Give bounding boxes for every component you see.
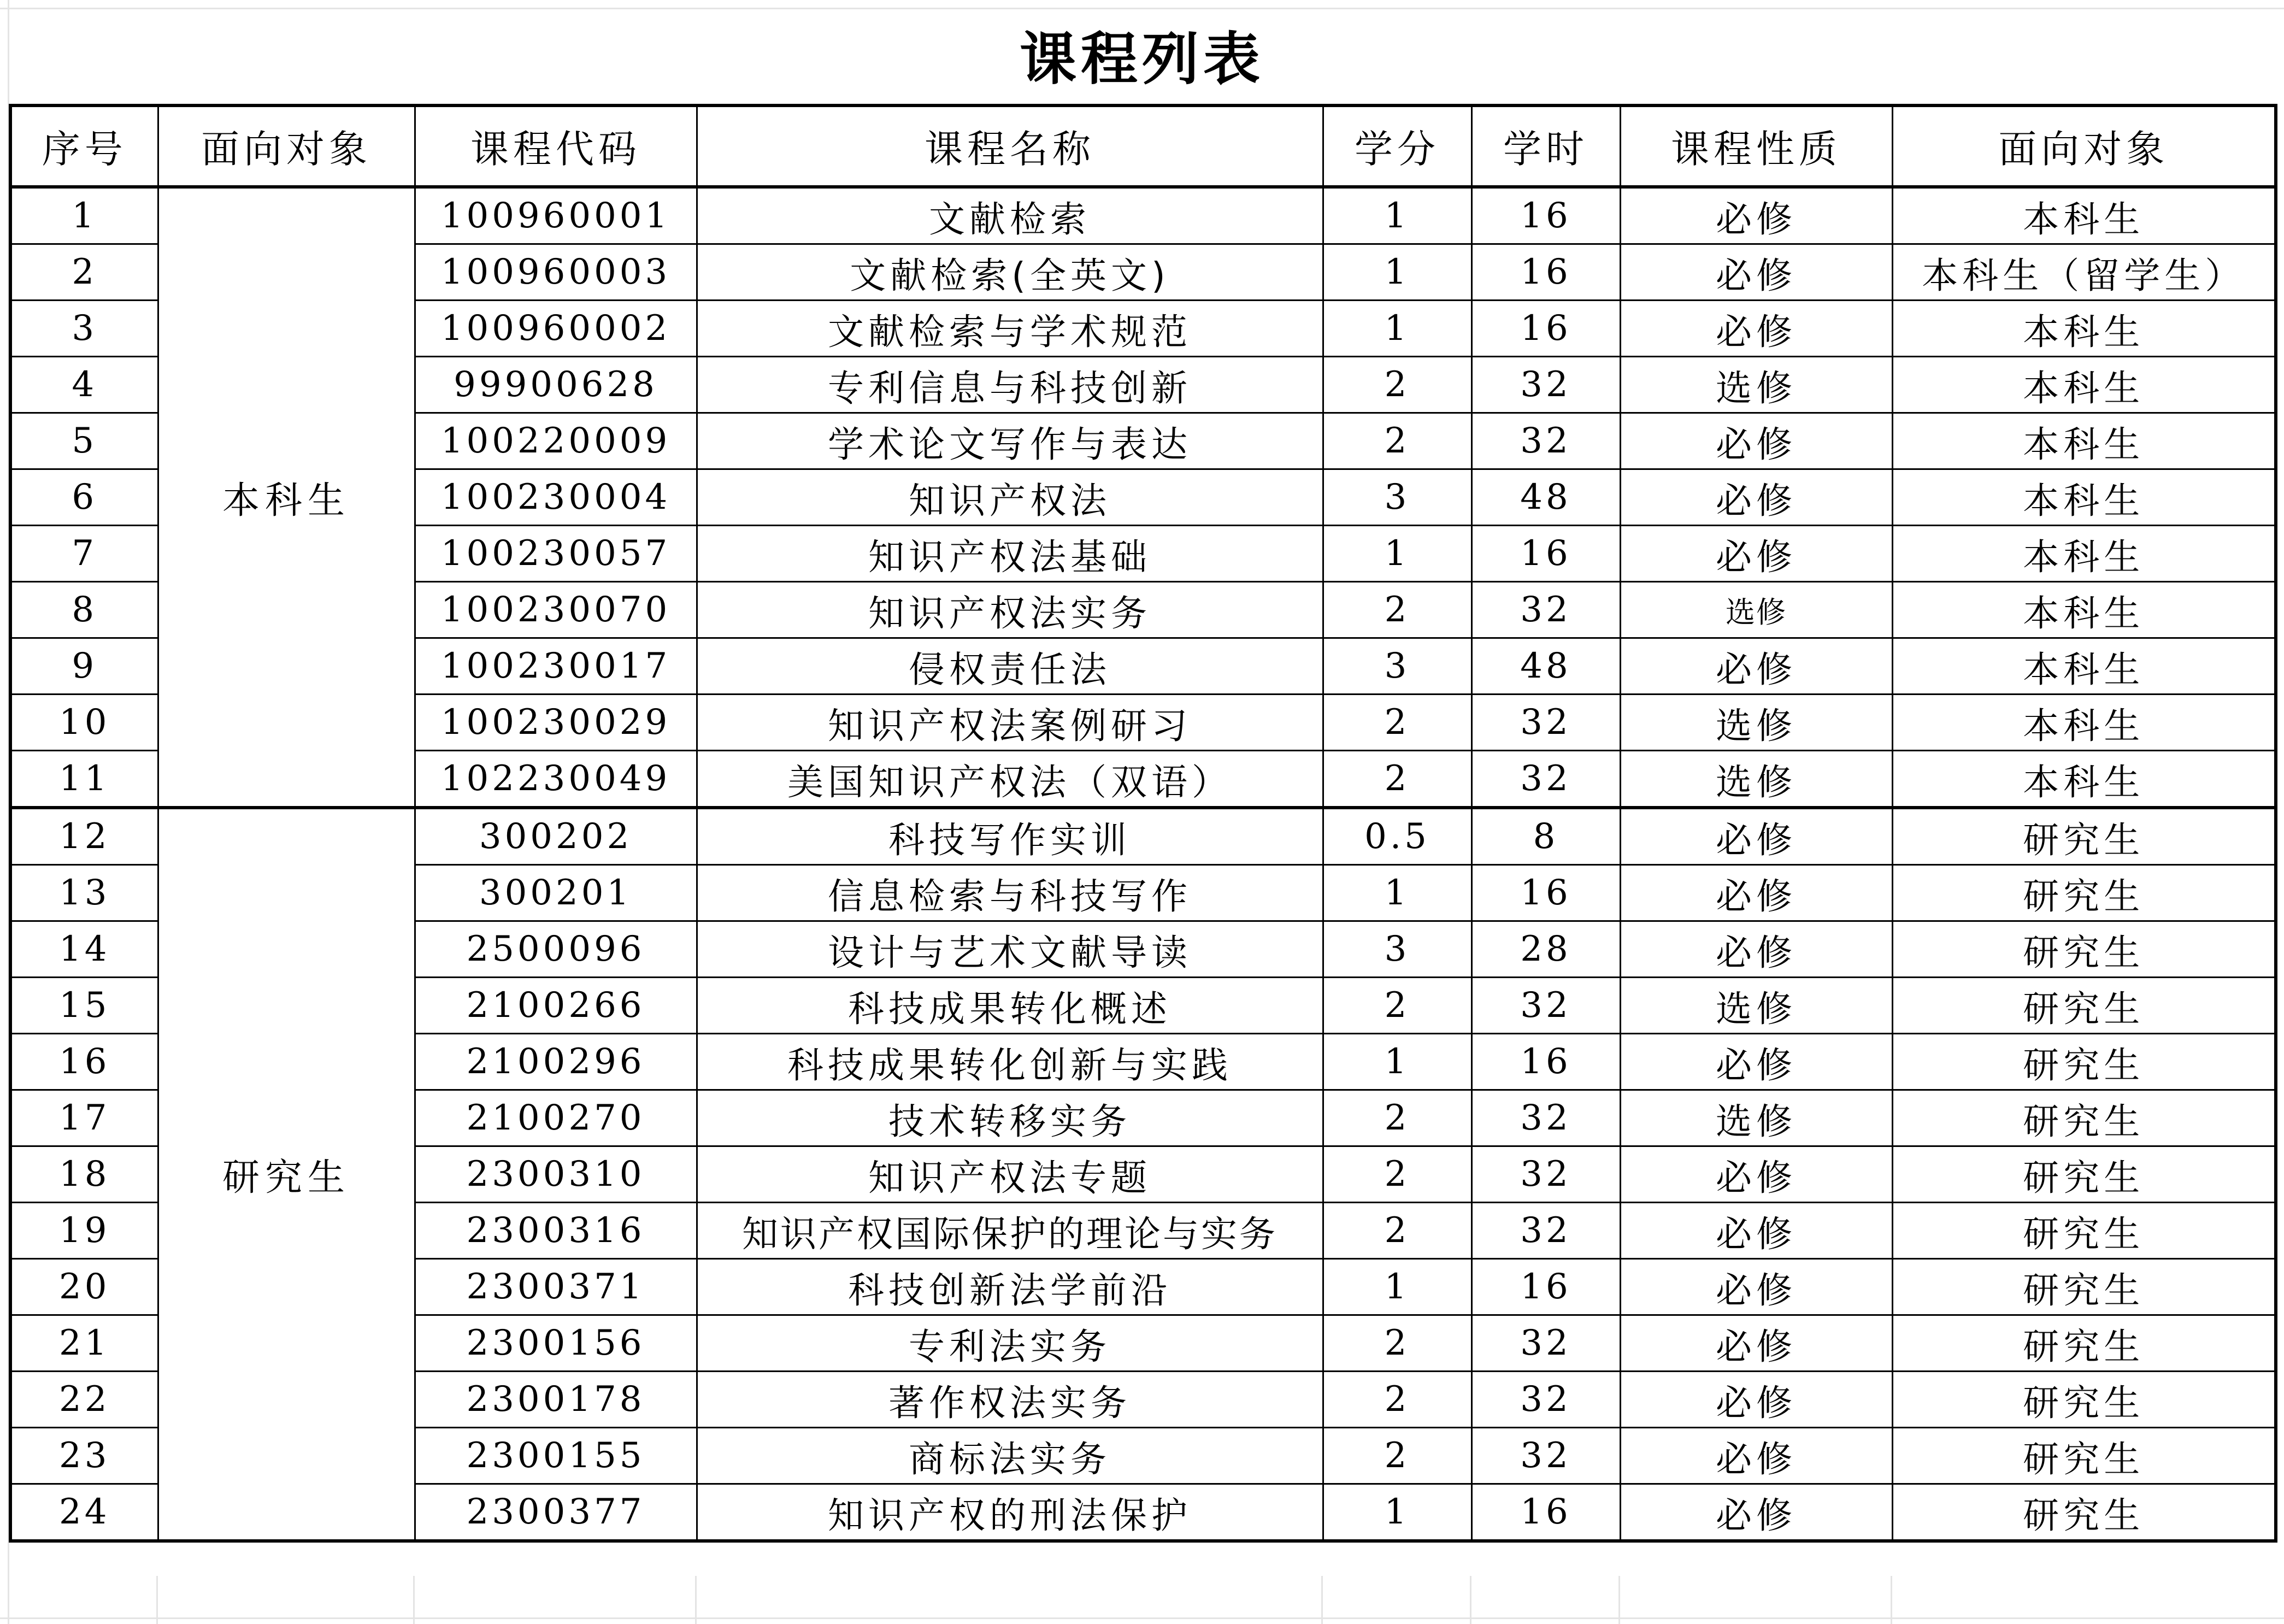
cell-audience: 研究生	[1892, 1034, 2276, 1090]
cell-hours: 32	[1471, 695, 1620, 751]
cell-name: 科技写作实训	[697, 808, 1323, 865]
cell-credit: 1	[1323, 865, 1471, 921]
cell-code: 2300316	[415, 1203, 697, 1259]
cell-hours: 32	[1471, 1428, 1620, 1484]
cell-code: 100230017	[415, 638, 697, 695]
cell-nature: 必修	[1620, 1315, 1892, 1372]
cell-code: 2300377	[415, 1484, 697, 1541]
cell-no: 22	[10, 1372, 158, 1428]
table-row	[10, 808, 2276, 865]
cell-code: 100220009	[415, 413, 697, 469]
cell-name: 知识产权国际保护的理论与实务	[697, 1203, 1323, 1259]
cell-name: 商标法实务	[697, 1428, 1323, 1484]
cell-nature: 必修	[1620, 1484, 1892, 1541]
header-no: 序号	[10, 105, 158, 187]
gridline-bottom	[0, 1617, 2284, 1619]
cell-code: 300201	[415, 865, 697, 921]
cell-code: 2100296	[415, 1034, 697, 1090]
cell-name: 知识产权的刑法保护	[697, 1484, 1323, 1541]
cell-name: 信息检索与科技写作	[697, 865, 1323, 921]
cell-credit: 2	[1323, 978, 1471, 1034]
cell-nature: 必修	[1620, 921, 1892, 978]
table-row	[10, 187, 2276, 244]
cell-hours: 32	[1471, 1315, 1620, 1372]
cell-hours: 28	[1471, 921, 1620, 978]
cell-no: 18	[10, 1146, 158, 1203]
cell-nature: 必修	[1620, 1034, 1892, 1090]
cell-name: 侵权责任法	[697, 638, 1323, 695]
cell-nature: 必修	[1620, 1146, 1892, 1203]
cell-hours: 48	[1471, 638, 1620, 695]
cell-no: 20	[10, 1259, 158, 1315]
gridline-column	[695, 1576, 697, 1624]
cell-no: 24	[10, 1484, 158, 1541]
cell-name: 美国知识产权法（双语）	[697, 751, 1323, 808]
cell-name: 知识产权法案例研习	[697, 695, 1323, 751]
cell-name: 知识产权法实务	[697, 582, 1323, 638]
cell-credit: 2	[1323, 695, 1471, 751]
cell-name: 科技创新法学前沿	[697, 1259, 1323, 1315]
header-target: 面向对象	[158, 105, 415, 187]
cell-nature: 选修	[1620, 357, 1892, 413]
cell-no: 9	[10, 638, 158, 695]
cell-nature: 选修	[1620, 695, 1892, 751]
gridline-column	[1470, 1576, 1471, 1624]
cell-audience: 研究生	[1892, 1372, 2276, 1428]
gridline-column	[413, 1576, 415, 1624]
cell-credit: 2	[1323, 357, 1471, 413]
cell-name: 设计与艺术文献导读	[697, 921, 1323, 978]
cell-audience: 研究生	[1892, 1428, 2276, 1484]
cell-nature: 必修	[1620, 301, 1892, 357]
cell-audience: 本科生	[1892, 413, 2276, 469]
cell-no: 17	[10, 1090, 158, 1146]
cell-hours: 32	[1471, 413, 1620, 469]
cell-credit: 2	[1323, 1146, 1471, 1203]
cell-no: 13	[10, 865, 158, 921]
cell-hours: 16	[1471, 1259, 1620, 1315]
cell-name: 技术转移实务	[697, 1090, 1323, 1146]
gridline-column	[1891, 1576, 1892, 1624]
cell-no: 11	[10, 751, 158, 808]
cell-no: 23	[10, 1428, 158, 1484]
cell-hours: 32	[1471, 1203, 1620, 1259]
cell-nature: 必修	[1620, 413, 1892, 469]
header-credit: 学分	[1323, 105, 1471, 187]
cell-audience: 研究生	[1892, 1090, 2276, 1146]
cell-nature: 必修	[1620, 469, 1892, 526]
cell-nature: 必修	[1620, 1372, 1892, 1428]
cell-nature: 必修	[1620, 244, 1892, 301]
cell-no: 12	[10, 808, 158, 865]
cell-code: 2300155	[415, 1428, 697, 1484]
cell-name: 知识产权法基础	[697, 526, 1323, 582]
cell-credit: 2	[1323, 413, 1471, 469]
group-undergrad: 本科生	[158, 187, 415, 808]
cell-credit: 2	[1323, 582, 1471, 638]
cell-audience: 研究生	[1892, 1203, 2276, 1259]
cell-code: 99900628	[415, 357, 697, 413]
header-nature: 课程性质	[1620, 105, 1892, 187]
cell-code: 2100270	[415, 1090, 697, 1146]
group-graduate: 研究生	[158, 808, 415, 1541]
cell-nature: 必修	[1620, 526, 1892, 582]
header-name: 课程名称	[697, 105, 1323, 187]
header-audience: 面向对象	[1892, 105, 2276, 187]
cell-no: 15	[10, 978, 158, 1034]
cell-credit: 2	[1323, 1428, 1471, 1484]
cell-credit: 1	[1323, 1034, 1471, 1090]
cell-no: 14	[10, 921, 158, 978]
cell-name: 科技成果转化概述	[697, 978, 1323, 1034]
cell-credit: 3	[1323, 638, 1471, 695]
cell-code: 300202	[415, 808, 697, 865]
cell-nature: 必修	[1620, 808, 1892, 865]
cell-no: 1	[10, 187, 158, 244]
cell-nature: 选修	[1620, 751, 1892, 808]
cell-nature: 必修	[1620, 1428, 1892, 1484]
cell-credit: 3	[1323, 921, 1471, 978]
cell-audience: 本科生	[1892, 751, 2276, 808]
cell-name: 专利法实务	[697, 1315, 1323, 1372]
cell-audience: 研究生	[1892, 1315, 2276, 1372]
cell-credit: 2	[1323, 1372, 1471, 1428]
table-header-row	[10, 105, 2276, 187]
cell-no: 21	[10, 1315, 158, 1372]
cell-hours: 32	[1471, 751, 1620, 808]
cell-credit: 1	[1323, 244, 1471, 301]
cell-name: 文献检索	[697, 187, 1323, 244]
cell-nature: 选修	[1620, 1090, 1892, 1146]
cell-code: 2300371	[415, 1259, 697, 1315]
cell-credit: 0.5	[1323, 808, 1471, 865]
cell-no: 2	[10, 244, 158, 301]
cell-no: 4	[10, 357, 158, 413]
cell-credit: 1	[1323, 1259, 1471, 1315]
cell-no: 3	[10, 301, 158, 357]
cell-audience: 本科生	[1892, 638, 2276, 695]
cell-nature: 选修	[1620, 582, 1892, 638]
cell-name: 文献检索与学术规范	[697, 301, 1323, 357]
cell-nature: 必修	[1620, 1203, 1892, 1259]
cell-name: 知识产权法	[697, 469, 1323, 526]
cell-nature: 必修	[1620, 638, 1892, 695]
cell-audience: 研究生	[1892, 978, 2276, 1034]
gridline-column	[1321, 1576, 1323, 1624]
header-hours: 学时	[1471, 105, 1620, 187]
cell-credit: 1	[1323, 187, 1471, 244]
cell-nature: 选修	[1620, 978, 1892, 1034]
cell-no: 7	[10, 526, 158, 582]
cell-hours: 32	[1471, 1090, 1620, 1146]
cell-nature: 必修	[1620, 1259, 1892, 1315]
cell-code: 100230004	[415, 469, 697, 526]
cell-no: 6	[10, 469, 158, 526]
cell-credit: 3	[1323, 469, 1471, 526]
cell-audience: 研究生	[1892, 921, 2276, 978]
cell-no: 16	[10, 1034, 158, 1090]
cell-code: 100960002	[415, 301, 697, 357]
cell-nature: 必修	[1620, 865, 1892, 921]
cell-code: 100960003	[415, 244, 697, 301]
cell-name: 文献检索(全英文)	[697, 244, 1323, 301]
cell-audience: 研究生	[1892, 1146, 2276, 1203]
cell-hours: 16	[1471, 526, 1620, 582]
cell-credit: 2	[1323, 1315, 1471, 1372]
course-table	[9, 104, 2277, 1543]
cell-credit: 2	[1323, 1203, 1471, 1259]
cell-hours: 32	[1471, 1146, 1620, 1203]
cell-code: 100960001	[415, 187, 697, 244]
cell-code: 100230029	[415, 695, 697, 751]
cell-hours: 16	[1471, 301, 1620, 357]
cell-audience: 本科生	[1892, 695, 2276, 751]
cell-audience: 本科生	[1892, 301, 2276, 357]
cell-audience: 研究生	[1892, 1484, 2276, 1541]
gridline-top	[0, 8, 2284, 9]
cell-audience: 本科生	[1892, 187, 2276, 244]
cell-credit: 1	[1323, 1484, 1471, 1541]
cell-no: 10	[10, 695, 158, 751]
page-title: 课程列表	[1019, 26, 1264, 92]
cell-code: 2300178	[415, 1372, 697, 1428]
cell-audience: 本科生	[1892, 357, 2276, 413]
cell-no: 8	[10, 582, 158, 638]
gridline-column	[1618, 1576, 1620, 1624]
cell-hours: 32	[1471, 582, 1620, 638]
cell-hours: 32	[1471, 1372, 1620, 1428]
cell-hours: 16	[1471, 244, 1620, 301]
cell-name: 知识产权法专题	[697, 1146, 1323, 1203]
cell-code: 100230057	[415, 526, 697, 582]
cell-name: 著作权法实务	[697, 1372, 1323, 1428]
cell-hours: 16	[1471, 865, 1620, 921]
cell-no: 5	[10, 413, 158, 469]
cell-code: 2300156	[415, 1315, 697, 1372]
cell-hours: 32	[1471, 357, 1620, 413]
cell-name: 科技成果转化创新与实践	[697, 1034, 1323, 1090]
cell-audience: 研究生	[1892, 808, 2276, 865]
cell-audience: 本科生	[1892, 582, 2276, 638]
cell-credit: 1	[1323, 526, 1471, 582]
cell-code: 2100266	[415, 978, 697, 1034]
cell-name: 学术论文写作与表达	[697, 413, 1323, 469]
cell-nature: 必修	[1620, 187, 1892, 244]
cell-audience: 本科生	[1892, 526, 2276, 582]
gridline-column	[156, 1576, 158, 1624]
cell-audience: 研究生	[1892, 1259, 2276, 1315]
cell-code: 2500096	[415, 921, 697, 978]
cell-hours: 8	[1471, 808, 1620, 865]
cell-hours: 16	[1471, 1034, 1620, 1090]
header-code: 课程代码	[415, 105, 697, 187]
cell-credit: 1	[1323, 301, 1471, 357]
cell-code: 2300310	[415, 1146, 697, 1203]
cell-credit: 2	[1323, 751, 1471, 808]
cell-code: 102230049	[415, 751, 697, 808]
cell-hours: 48	[1471, 469, 1620, 526]
cell-name: 专利信息与科技创新	[697, 357, 1323, 413]
cell-hours: 16	[1471, 187, 1620, 244]
cell-code: 100230070	[415, 582, 697, 638]
cell-hours: 32	[1471, 978, 1620, 1034]
cell-no: 19	[10, 1203, 158, 1259]
cell-audience: 本科生（留学生）	[1892, 244, 2276, 301]
cell-audience: 本科生	[1892, 469, 2276, 526]
cell-audience: 研究生	[1892, 865, 2276, 921]
cell-credit: 2	[1323, 1090, 1471, 1146]
cell-hours: 16	[1471, 1484, 1620, 1541]
